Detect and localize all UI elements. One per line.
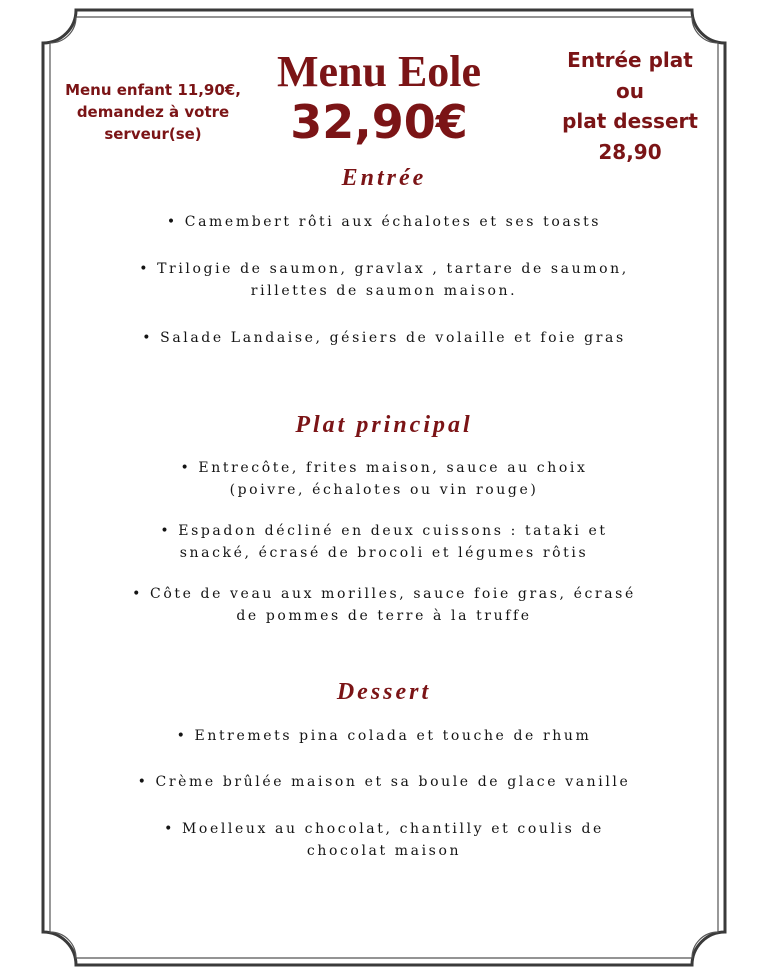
menu-item-line: • Trilogie de saumon, gravlax , tartare de saumon,: [139, 261, 629, 277]
menu-item: [70, 327, 698, 349]
menu-item-line: • Entrecôte, frites maison, sauce au choix: [180, 460, 588, 476]
menu-item-line: chocolat maison: [306, 843, 462, 859]
menu-item: [70, 725, 698, 747]
formula-offer-line: ou: [616, 78, 644, 103]
kids-menu-note-line: serveur(se): [104, 125, 202, 143]
kids-menu-note-line: Menu enfant 11,90€,: [65, 81, 241, 99]
section-title-dessert: Dessert: [336, 679, 432, 705]
menu-header: [248, 48, 510, 148]
menu-item-line: rillettes de saumon maison.: [250, 283, 518, 299]
menu-price: 32,90€: [290, 95, 468, 149]
menu-item-line: • Camembert rôti aux échalotes et ses toasts: [166, 214, 602, 230]
menu-item-line: • Crème brûlée maison et sa boule de glace vanille: [137, 774, 631, 790]
menu-item-line: • Salade Landaise, gésiers de volaille et foie gras: [142, 330, 626, 346]
menu-item-line: (poivre, échalotes ou vin rouge): [229, 482, 539, 498]
formula-offer-line: 28,90: [598, 139, 662, 164]
menu-item-line: • Côte de veau aux morilles, sauce foie gras, écrasé: [132, 586, 636, 602]
menu-item: [70, 818, 698, 862]
menu-item: [70, 771, 698, 793]
menu-item-line: de pommes de terre à la truffe: [236, 608, 532, 624]
menu-title: Menu Eole: [276, 47, 482, 96]
formula-offer-line: Entrée plat: [567, 48, 693, 72]
menu-item: [70, 520, 698, 564]
formula-offer-line: plat dessert: [562, 109, 698, 133]
menu-item: [70, 211, 698, 233]
menu-item-line: • Entremets pina colada et touche de rhum: [176, 728, 592, 744]
section-title-entree: Entrée: [341, 165, 427, 191]
menu-item: [70, 258, 698, 302]
menu-item-line: • Espadon décliné en deux cuissons : tataki et: [160, 523, 608, 539]
section-title-plat-principal: Plat principal: [295, 412, 473, 438]
menu-item-line: • Moelleux au chocolat, chantilly et coulis de: [164, 821, 604, 837]
menu-item-line: snacké, écrasé de brocoli et légumes rôtis: [179, 545, 589, 561]
formula-offer: [545, 45, 715, 167]
menu-item: [70, 457, 698, 501]
kids-menu-note-line: demandez à votre: [76, 103, 230, 121]
kids-menu-note: [58, 79, 248, 145]
menu-item: [70, 583, 698, 627]
